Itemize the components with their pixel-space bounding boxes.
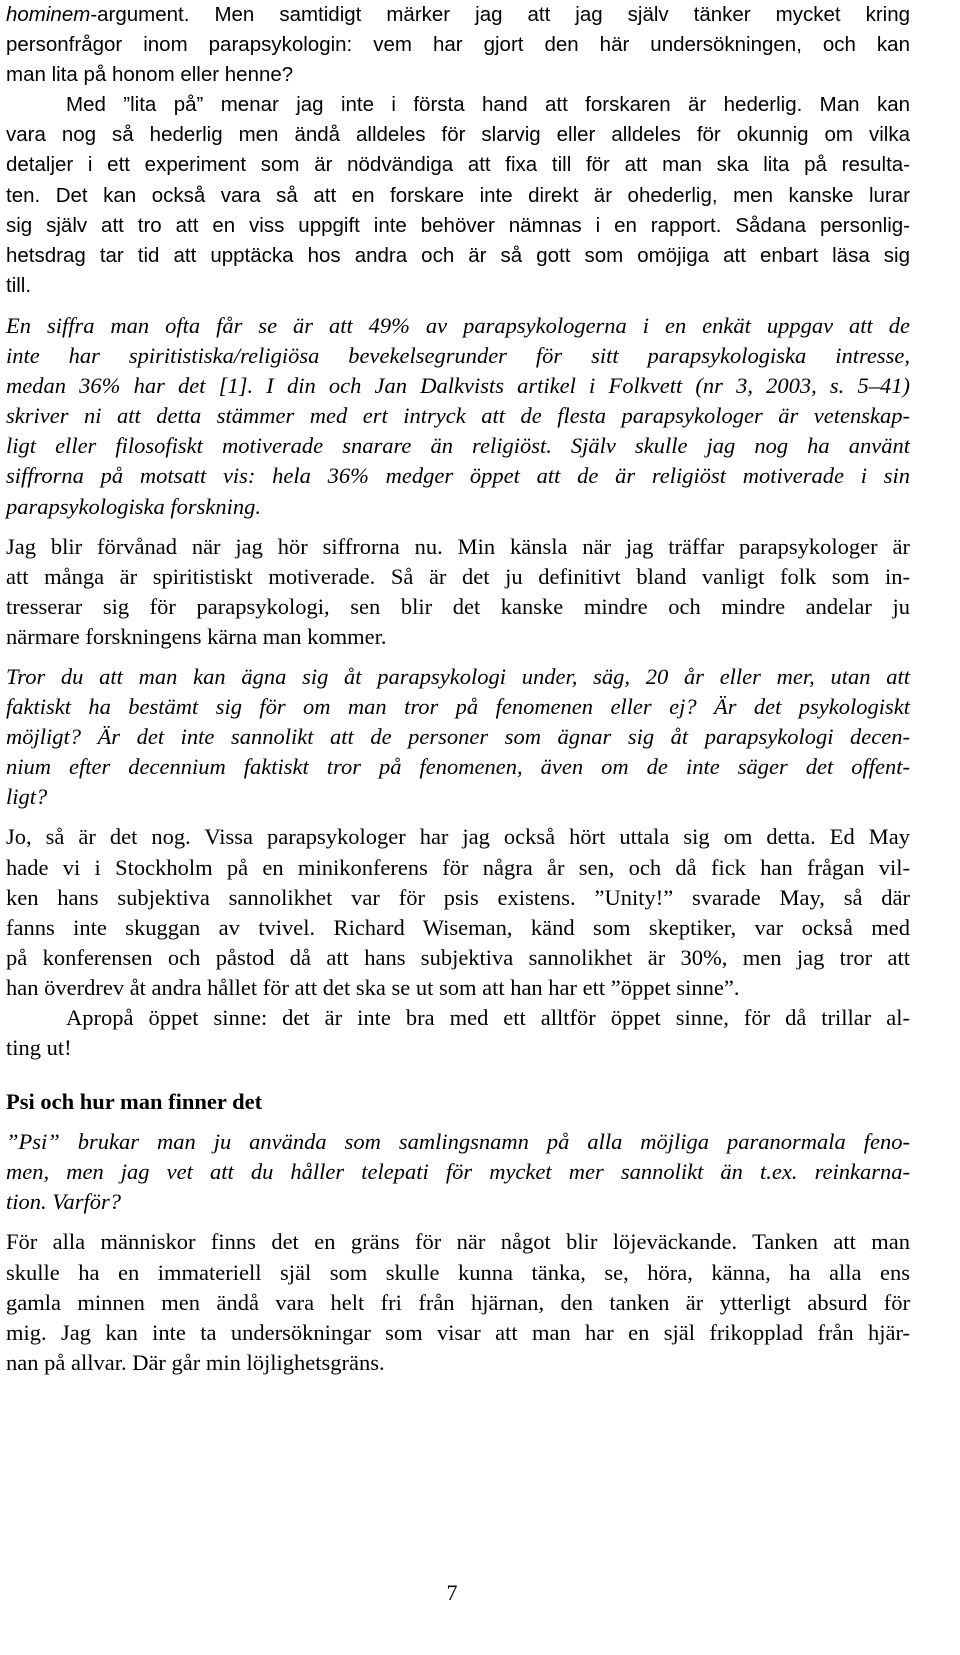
text-line: sig själv att tro att en viss uppgift inte behöver nämnas i en rapport. Sådana personlig-	[6, 213, 910, 237]
answer-paragraph	[6, 822, 910, 1063]
text-line: parapsykologiska forskning.	[6, 493, 261, 519]
text-line: För alla människor finns det en gräns för när något blir löjeväckande. Tanken att man	[6, 1229, 910, 1255]
text-line: fanns inte skuggan av tvivel. Richard Wiseman, känd som skeptiker, var också med	[6, 914, 910, 940]
text-line: Jo, så är det nog. Vissa parapsykologer har jag också hört uttala sig om detta. Ed May	[6, 824, 910, 850]
answer-paragraph	[6, 1227, 910, 1377]
text-line: man lita på honom eller henne?	[6, 63, 294, 87]
text-line: En siffra man ofta får se är att 49% av parapsykologerna i en enkät uppgav att de	[6, 312, 910, 338]
text-line: ten. Det kan också vara så att en forskare inte direkt är ohederlig, men kanske lurar	[6, 183, 910, 207]
italic-word: hominem	[6, 3, 91, 26]
text-line: detaljer i ett experiment som är nödvändiga att fixa till för att man ska lita på resulta-	[6, 153, 910, 177]
text-line	[6, 0, 910, 30]
text-line: på konferensen och påstod då att hans subjektiva sannolikhet är 30%, men jag tror att	[6, 944, 910, 970]
line-rest: -argument. Men samtidigt märker jag att jag själv tänker mycket kring	[90, 3, 910, 26]
text-line: Tror du att man kan ägna sig åt parapsykologi under, säg, 20 år eller mer, utan att	[6, 663, 910, 689]
text-line: medan 36% har det [1]. I din och Jan Dalkvists artikel i Folkvett (nr 3, 2003, s. 5–41)	[6, 373, 910, 399]
text-line: vara nog så hederlig men ändå alldeles för slarvig eller alldeles för okunnig om vilka	[6, 123, 910, 147]
text-line: ligt eller filosofiskt motiverade snarare än religiöst. Själv skulle jag nog ha använt	[6, 433, 910, 459]
text-line: nan på allvar. Där går min löjlighetsgräns.	[6, 1349, 385, 1375]
text-line: ting ut!	[6, 1035, 72, 1061]
text-line: tresserar sig för parapsykologi, sen blir det kanske mindre och mindre andelar ju	[6, 593, 910, 619]
text-line: nium efter decennium faktiskt tror på fenomenen, även om de inte säger det offent-	[6, 754, 910, 780]
text-line: Apropå öppet sinne: det är inte bra med ett alltför öppet sinne, för då trillar al-	[66, 1005, 910, 1030]
text-line: hade vi i Stockholm på en minikonferens för några år sen, och då fick han frågan vil-	[6, 854, 910, 880]
text-line: mig. Jag kan inte ta undersökningar som visar att man har en själ frikopplad från hjär-	[6, 1319, 910, 1345]
text-line: gamla minnen men ändå vara helt fri från hjärnan, den tanken är ytterligt absurd för	[6, 1289, 910, 1315]
text-line: skriver ni att detta stämmer med ert intryck att de flesta parapsykologer är vetenskap-	[6, 403, 910, 429]
text-line: ligt?	[6, 784, 48, 810]
question-paragraph	[6, 662, 910, 812]
page-number: 7	[446, 1580, 458, 1605]
text-line: faktiskt ha bestämt sig för om man tror på fenomenen eller ej? Är det psykologiskt	[6, 694, 910, 720]
text-line: att många är spiritistiskt motiverade. Så är det ju definitivt bland vanligt folk som in-	[6, 563, 910, 589]
text-line: inte har spiritistiska/religiösa bevekelsegrunder för sitt parapsykologiska intresse,	[6, 343, 910, 369]
text-line: hetsdrag tar tid att upptäcka hos andra och är så gott som omöjiga att enbart läsa sig	[6, 243, 910, 267]
text-line: Med ”lita på” menar jag inte i första hand att forskaren är hederlig. Man kan	[66, 93, 910, 117]
text-line: ken hans subjektiva sannolikhet var för psis existens. ”Unity!” svarade May, så där	[6, 884, 910, 910]
text-line: ”Psi” brukar man ju använda som samlingsnamn på alla möjliga paranormala feno-	[6, 1129, 910, 1155]
text-line: han överdrev åt andra hållet för att det ska se ut som att han har ett ”öppet sinne”.	[6, 974, 740, 1000]
text-line: till.	[6, 273, 32, 297]
section-heading: Psi och hur man finner det	[6, 1089, 263, 1115]
text-line: siffrorna på motsatt vis: hela 36% medger öppet att de är religiöst motiverade i sin	[6, 463, 910, 489]
text-line: skulle ha en immateriell själ som skulle kunna tänka, se, höra, känna, ha alla ens	[6, 1259, 910, 1285]
text-line: möjligt? Är det inte sannolikt att de personer som ägnar sig åt parapsykologi decen-	[6, 724, 910, 750]
text-line: Jag blir förvånad när jag hör siffrorna nu. Min känsla när jag träffar parapsykologer är	[6, 533, 910, 559]
question-paragraph	[6, 311, 910, 522]
text-line: personfrågor inom parapsykologin: vem har gjort den här undersökningen, och kan	[6, 33, 910, 57]
paragraph-intro	[6, 0, 910, 301]
text-line: tion. Varför?	[6, 1189, 122, 1215]
text-line: men, men jag vet att du håller telepati för mycket mer sannolikt än t.ex. reinkarna-	[6, 1159, 910, 1185]
text-line: närmare forskningens kärna man kommer.	[6, 623, 387, 649]
document-page	[6, 0, 910, 1378]
question-paragraph	[6, 1127, 910, 1217]
answer-paragraph	[6, 532, 910, 652]
